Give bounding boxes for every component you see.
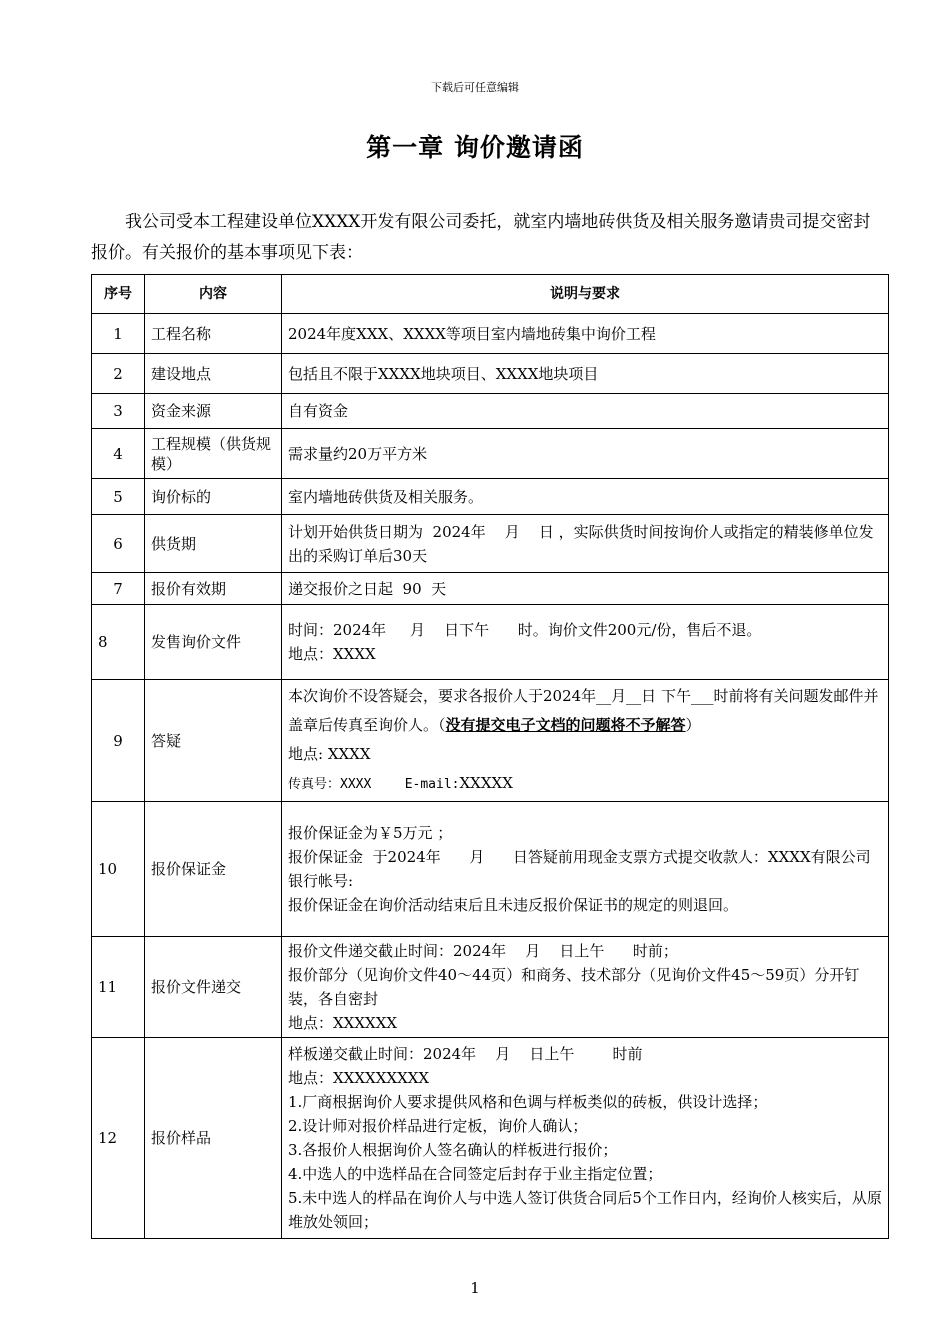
- row-description: [282, 394, 889, 429]
- description-line: 1.厂商根据询价人要求提供风格和色调与样板类似的砖板，供设计选择；: [288, 1093, 768, 1111]
- row-description: [282, 479, 889, 515]
- page-number: 1: [470, 1279, 480, 1297]
- description-line: 报价部分（见询价文件40～44页）和商务、技术部分（见询价文件45～59页）分开钉装，各自密封: [288, 966, 860, 1008]
- description-line: 5.未中选人的样品在询价人与中选人签订供货合同后5个工作日内，经询价人核实后，从原堆放处领回；: [288, 1189, 882, 1231]
- row-description: [282, 314, 889, 354]
- description-line: 样板递交截止时间：2024年 月 日上午 时前: [288, 1045, 643, 1063]
- row-item: 建设地点: [145, 354, 282, 394]
- row-description: [282, 605, 889, 680]
- description-line: 报价保证金为￥5万元 ；: [288, 824, 453, 842]
- header-note: 下载后可任意编辑: [431, 81, 519, 94]
- row-number: 9: [92, 680, 145, 802]
- row-number: 3: [92, 394, 145, 429]
- description-line: 报价保证金在询价活动结束后且未违反报价保证书的规定的则退回。: [288, 896, 739, 914]
- row-item: 资金来源: [145, 394, 282, 429]
- row-description: [282, 802, 889, 937]
- table-row: [92, 573, 889, 605]
- intro-paragraph: 我公司受本工程建设单位XXXX开发有限公司委托，就室内墙地砖供货及相关服务邀请贵司提交密封报价。有关报价的基本事项见下表：: [91, 212, 871, 263]
- email-label: E-mail:: [404, 777, 460, 792]
- row-number: 10: [92, 802, 145, 937]
- table-row: [92, 354, 889, 394]
- row-item: 报价样品: [145, 1038, 282, 1239]
- row-number: 5: [92, 479, 145, 515]
- description-line: 本次询价不设答疑会，要求各报价人于2024年__月__日 下午___时前将有关问题发邮件并盖章后传真至询价人。（: [288, 687, 879, 734]
- row-item: 发售询价文件: [145, 605, 282, 680]
- row-number: 7: [92, 573, 145, 605]
- row-description: [282, 515, 889, 573]
- table-row: [92, 429, 889, 479]
- row-number: 11: [92, 937, 145, 1038]
- row-item: 询价标的: [145, 479, 282, 515]
- row-description: [282, 429, 889, 479]
- header-item: 内容: [145, 275, 282, 314]
- table-row: [92, 314, 889, 354]
- description-line: 包括且不限于XXXX地块项目、XXXX地块项目: [288, 364, 599, 383]
- row-description: [282, 354, 889, 394]
- row-item: 工程规模（供货规模）: [145, 429, 282, 479]
- description-line: 地点：XXXX: [288, 645, 376, 663]
- description-line: 时间：2024年 月 日下午 时。询价文件200元/份，售后不退。: [288, 621, 762, 639]
- row-number: 1: [92, 314, 145, 354]
- row-item: 供货期: [145, 515, 282, 573]
- description-line: 2.设计师对报价样品进行定板，询价人确认；: [288, 1117, 588, 1135]
- row-description: [282, 937, 889, 1038]
- row-number: 8: [92, 605, 145, 680]
- table-header-row: [92, 275, 889, 314]
- table-row: [92, 802, 889, 937]
- row-number: 4: [92, 429, 145, 479]
- inquiry-table: [91, 274, 889, 1239]
- description-line: 地点: XXXX: [288, 745, 371, 763]
- table-row: [92, 1038, 889, 1239]
- description-line: 室内墙地砖供货及相关服务。: [288, 487, 484, 506]
- row-description: [282, 573, 889, 605]
- row-item: 报价有效期: [145, 573, 282, 605]
- table-row: [92, 479, 889, 515]
- fax-label: 传真号：XXXX: [288, 777, 372, 792]
- description-line: ）: [685, 716, 701, 734]
- description-line: 地点：XXXXXXXXX: [288, 1069, 430, 1087]
- header-no: 序号: [92, 275, 145, 314]
- description-line: 自有资金: [288, 402, 349, 420]
- description-line: 报价文件递交截止时间：2024年 月 日上午 时前；: [288, 942, 678, 960]
- chapter-title: 第一章 询价邀请函: [366, 133, 584, 162]
- row-description: [282, 680, 889, 802]
- row-number: 2: [92, 354, 145, 394]
- row-number: 12: [92, 1038, 145, 1239]
- table-row: [92, 515, 889, 573]
- description-line: 地点：XXXXXX: [288, 1014, 398, 1032]
- description-line: 2024年度XXX、XXXX等项目室内墙地砖集中询价工程: [288, 324, 656, 343]
- row-item: 报价文件递交: [145, 937, 282, 1038]
- row-item: 答疑: [145, 680, 282, 802]
- description-line: 递交报价之日起 90 天: [288, 579, 447, 598]
- description-line: 4.中选人的中选样品在合同签定后封存于业主指定位置；: [288, 1165, 663, 1183]
- header-requirements: 说明与要求: [282, 275, 889, 314]
- email-value: XXXXX: [459, 774, 513, 792]
- description-line: 3.各报价人根据询价人签名确认的样板进行报价；: [288, 1141, 618, 1159]
- table-row: [92, 394, 889, 429]
- row-item: 报价保证金: [145, 802, 282, 937]
- description-line: 计划开始供货日期为 2024年 月 日 ，实际供货时间按询价人或指定的精装修单位发出的采购订单后30天: [288, 522, 874, 565]
- row-number: 6: [92, 515, 145, 573]
- row-description: [282, 1038, 889, 1239]
- table-row: [92, 605, 889, 680]
- emphasis-text: 没有提交电子文档的问题将不予解答: [445, 716, 686, 734]
- description-line: 银行帐号:: [288, 872, 354, 890]
- description-line: 报价保证金 于2024年 月 日答疑前用现金支票方式提交收款人：XXXX有限公司: [288, 848, 871, 866]
- row-item: 工程名称: [145, 314, 282, 354]
- table-row: [92, 937, 889, 1038]
- description-line: [288, 769, 882, 799]
- table-row: [92, 680, 889, 802]
- description-line: 需求量约20万平方米: [288, 444, 428, 463]
